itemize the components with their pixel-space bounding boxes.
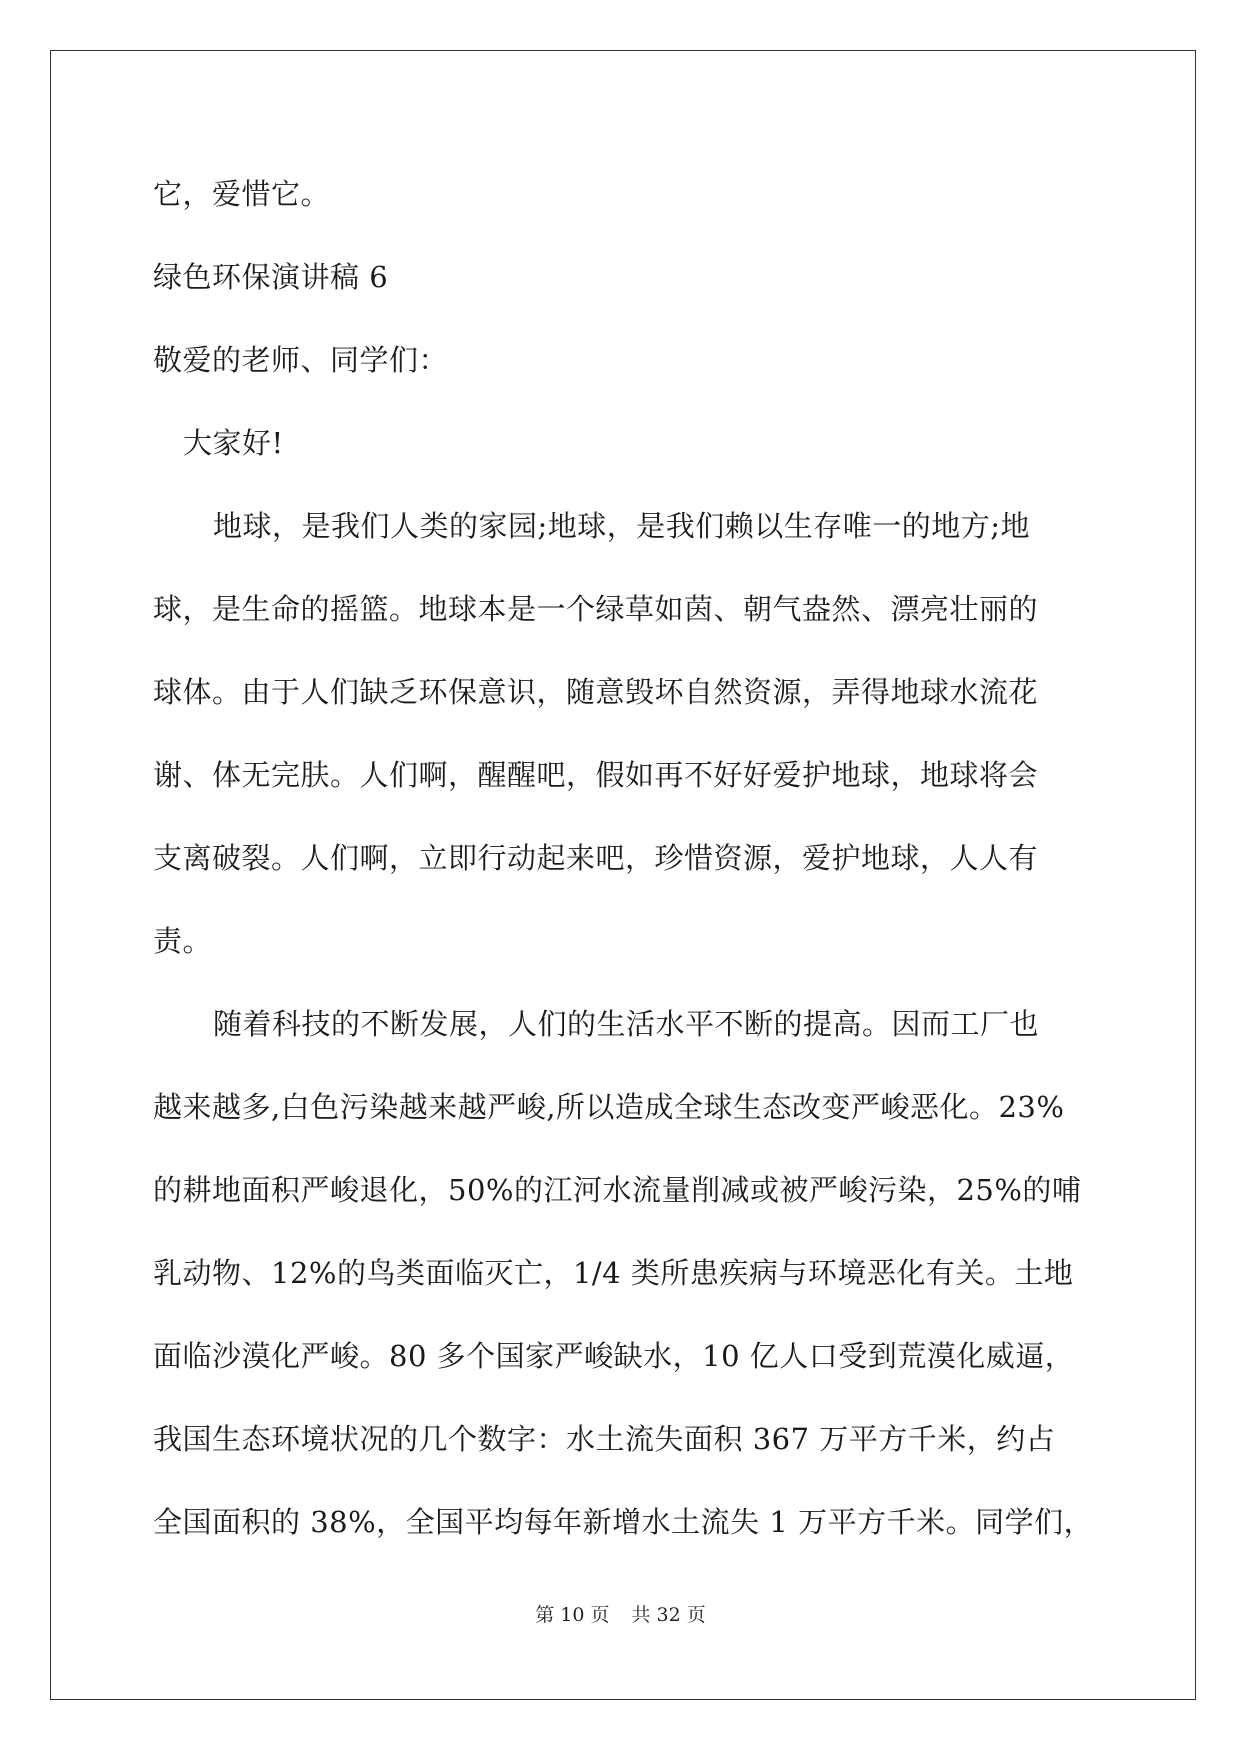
paragraph-line: 的耕地面积严峻退化，50%的江河水流量削减或被严峻污染，25%的哺 <box>153 1173 1082 1207</box>
document-body <box>153 153 1094 1564</box>
greeting: 大家好! <box>183 426 284 460</box>
paragraph-line: 谢、体无完肤。人们啊，醒醒吧，假如再不好好爱护地球，地球将会 <box>153 758 1039 792</box>
paragraph-line: 越来越多,白色污染越来越严峻,所以造成全球生态改变严峻恶化。23% <box>153 1090 1065 1124</box>
section-title: 绿色环保演讲稿 6 <box>153 260 389 294</box>
paragraph-line: 乳动物、12%的鸟类面临灭亡，1/4 类所患疾病与环境恶化有关。土地 <box>153 1256 1074 1290</box>
paragraph-line: 支离破裂。人们啊，立即行动起来吧，珍惜资源，爱护地球，人人有 <box>153 841 1039 875</box>
page-number: 第 10 页 <box>535 1604 610 1626</box>
paragraph-line: 随着科技的不断发展，人们的生活水平不断的提高。因而工厂也 <box>213 1007 1040 1041</box>
paragraph-line: 全国面积的 38%，全国平均每年新增水土流失 1 万平方千米。同学们， <box>153 1505 1094 1539</box>
paragraph-line: 地球，是我们人类的家园;地球，是我们赖以生存唯一的地方;地 <box>213 509 1031 543</box>
paragraph-line: 面临沙漠化严峻。80 多个国家严峻缺水，10 亿人口受到荒漠化威逼， <box>153 1339 1075 1373</box>
text-line: 它，爱惜它。 <box>153 177 331 211</box>
paragraph-line: 球，是生命的摇篮。地球本是一个绿草如茵、朝气盎然、漂亮壮丽的 <box>153 592 1039 626</box>
paragraph-line: 球体。由于人们缺乏环保意识，随意毁坏自然资源，弄得地球水流花 <box>153 675 1039 709</box>
page-total: 共 32 页 <box>631 1604 706 1626</box>
paragraph-line: 我国生态环境状况的几个数字：水土流失面积 367 万平方千米，约占 <box>153 1422 1056 1456</box>
salutation: 敬爱的老师、同学们： <box>153 343 449 377</box>
page-footer <box>0 1600 1241 1627</box>
paragraph-line: 责。 <box>153 924 213 958</box>
